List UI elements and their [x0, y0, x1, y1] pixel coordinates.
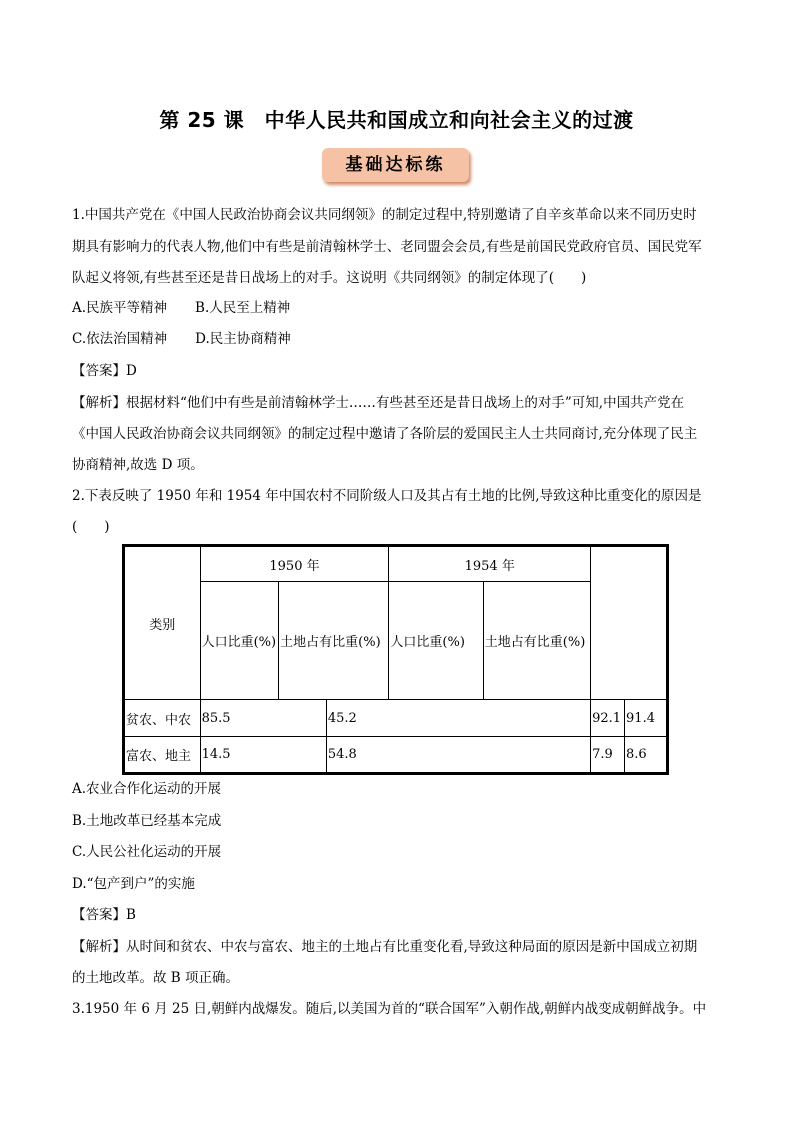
q1-option-b: B.人民至上精神	[195, 300, 291, 316]
table-cell: 91.4	[625, 700, 668, 737]
table-cell: 92.1	[591, 700, 625, 737]
q1-analysis-line-3: 协商精神,故选 D 项。	[72, 457, 204, 473]
q2-option-b: B.土地改革已经基本完成	[72, 813, 222, 829]
q2-answer: 【答案】B	[72, 907, 136, 923]
q2-option-d: D.“包产到户”的实施	[72, 876, 195, 892]
q1-option-d: D.民主协商精神	[195, 331, 291, 347]
table-row	[124, 737, 668, 774]
q2-option-a: A.农业合作化运动的开展	[72, 781, 222, 797]
q2-stem-line-1: 2.下表反映了 1950 年和 1954 年中国农村不同阶级人口及其占有土地的比例,导致这种比重变化的原因是	[72, 488, 702, 504]
section-badge: 基础达标练	[322, 148, 469, 182]
table-header-1950: 1950 年	[200, 546, 389, 582]
table-row-label: 富农、地主	[124, 737, 201, 774]
page-title: 第 25 课 中华人民共和国成立和向社会主义的过渡	[159, 108, 634, 132]
q1-option-a: A.民族平等精神	[72, 300, 168, 316]
q2-analysis-line-1: 【解析】从时间和贫农、中农与富农、地主的土地占有比重变化看,导致这种局面的原因是新中国成立初期	[72, 939, 698, 955]
table-cell: 85.5	[200, 700, 326, 737]
table-col-1954-population: 人口比重(%)	[389, 582, 483, 700]
q1-stem-line-2: 期具有影响力的代表人物,他们中有些是前清翰林学士、老同盟会会员,有些是前国民党政府官员、国民党军	[72, 239, 702, 255]
q3-stem-line-1: 3.1950 年 6 月 25 日,朝鲜内战爆发。随后,以美国为首的“联合国军”入朝作战,朝鲜内战变成朝鲜战争。中	[72, 1001, 707, 1017]
table-col-1950-population: 人口比重(%)	[200, 582, 279, 700]
q2-option-c: C.人民公社化运动的开展	[72, 844, 222, 860]
q1-analysis-line-2: 《中国人民政治协商会议共同纲领》的制定过程中邀请了各阶层的爱国民主人士共同商讨,充分体现了民主	[72, 426, 698, 442]
table-header-blank	[591, 546, 668, 700]
table-cell: 14.5	[200, 737, 326, 774]
q1-answer: 【答案】D	[72, 363, 137, 379]
table-cell: 8.6	[625, 737, 668, 774]
q1-stem-line-3: 队起义将领,有些甚至还是昔日战场上的对手。这说明《共同纲领》的制定体现了( )	[72, 270, 587, 286]
table-cell: 7.9	[591, 737, 625, 774]
q2-analysis-line-2: 的土地改革。故 B 项正确。	[72, 970, 240, 986]
table-cell: 45.2	[326, 700, 590, 737]
table-cell: 54.8	[326, 737, 590, 774]
table-row-label: 贫农、中农	[124, 700, 201, 737]
q2-stem-line-2: ( )	[72, 519, 110, 535]
table-col-1954-land: 土地占有比重(%)	[483, 582, 590, 700]
table-col-1950-land: 土地占有比重(%)	[279, 582, 389, 700]
q1-options-row-1	[72, 298, 724, 318]
q1-option-c: C.依法治国精神	[72, 331, 168, 347]
q1-options-row-2	[72, 329, 724, 349]
q1-stem-line-1: 1.中国共产党在《中国人民政治协商会议共同纲领》的制定过程中,特别邀请了自辛亥革命以来不同历史时	[72, 207, 697, 223]
q2-data-table	[122, 544, 669, 775]
table-header-1954: 1954 年	[389, 546, 591, 582]
table-header-category: 类别	[124, 546, 201, 700]
q1-analysis-line-1: 【解析】根据材料“他们中有些是前清翰林学士……有些甚至还是昔日战场上的对手”可知,中国共产党在	[72, 395, 685, 411]
table-row	[124, 700, 668, 737]
